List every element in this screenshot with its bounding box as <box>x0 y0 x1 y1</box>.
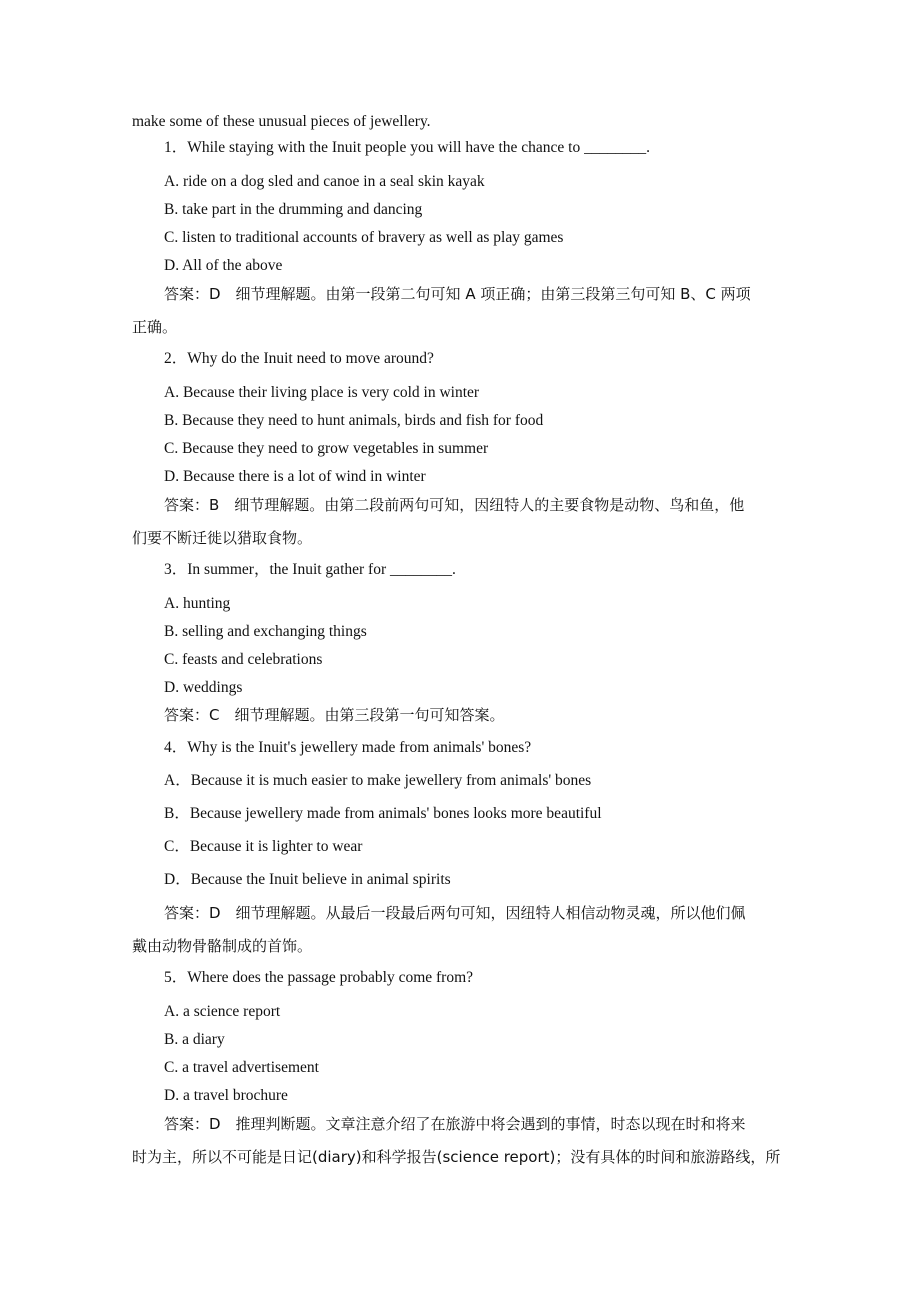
question-5-answer-line-2: 时为主，所以不可能是日记(diary)和科学报告(science report)；没有具体的时间和旅游路线，所 <box>132 1148 781 1166</box>
question-2-option-b: B. Because they need to hunt animals, birds and fish for food <box>164 412 544 429</box>
intro-text: make some of these unusual pieces of jewellery. <box>132 113 431 130</box>
question-4-stem: 4．Why is the Inuit's jewellery made from animals' bones? <box>164 739 532 756</box>
question-1-answer-line-1: 答案：D 细节理解题。由第一段第二句可知 A 项正确；由第三段第三句可知 B、C 两项 <box>164 285 751 303</box>
question-3-option-a: A. hunting <box>164 595 231 612</box>
question-5-option-a: A. a science report <box>164 1003 281 1020</box>
question-2-answer-line-1: 答案：B 细节理解题。由第二段前两句可知，因纽特人的主要食物是动物、鸟和鱼，他 <box>164 496 745 514</box>
question-2-stem: 2．Why do the Inuit need to move around? <box>164 350 434 367</box>
question-5-answer-line-1: 答案：D 推理判断题。文章注意介绍了在旅游中将会遇到的事情，时态以现在时和将来 <box>164 1115 746 1133</box>
question-1-stem: 1．While staying with the Inuit people you will have the chance to ________. <box>164 139 650 156</box>
question-2-option-c: C. Because they need to grow vegetables in summer <box>164 440 489 457</box>
question-3-stem: 3．In summer，the Inuit gather for ________. <box>164 561 456 578</box>
question-3-option-c: C. feasts and celebrations <box>164 651 323 668</box>
question-4-option-b: B．Because jewellery made from animals' bones looks more beautiful <box>164 805 602 822</box>
question-4-option-a: A．Because it is much easier to make jewellery from animals' bones <box>164 772 592 789</box>
question-5-stem: 5．Where does the passage probably come from? <box>164 969 474 986</box>
question-5-option-d: D. a travel brochure <box>164 1087 288 1104</box>
question-1-option-b: B. take part in the drumming and dancing <box>164 201 423 218</box>
question-1-option-c: C. listen to traditional accounts of bravery as well as play games <box>164 229 564 246</box>
question-3-option-b: B. selling and exchanging things <box>164 623 367 640</box>
question-4-option-d: D．Because the Inuit believe in animal spirits <box>164 871 451 888</box>
question-3-option-d: D. weddings <box>164 679 243 696</box>
question-3-answer: 答案：C 细节理解题。由第三段第一句可知答案。 <box>164 706 505 724</box>
question-2-option-d: D. Because there is a lot of wind in winter <box>164 468 426 485</box>
question-2-answer-line-2: 们要不断迁徙以猎取食物。 <box>132 529 313 547</box>
question-5-option-b: B. a diary <box>164 1031 225 1048</box>
question-1-option-a: A. ride on a dog sled and canoe in a seal skin kayak <box>164 173 485 190</box>
question-2-option-a: A. Because their living place is very cold in winter <box>164 384 480 401</box>
question-1-option-d: D. All of the above <box>164 257 283 274</box>
question-4-answer-line-2: 戴由动物骨骼制成的首饰。 <box>132 937 313 955</box>
question-4-option-c: C．Because it is lighter to wear <box>164 838 363 855</box>
question-4-answer-line-1: 答案：D 细节理解题。从最后一段最后两句可知，因纽特人相信动物灵魂，所以他们佩 <box>164 904 746 922</box>
question-5-option-c: C. a travel advertisement <box>164 1059 319 1076</box>
question-1-answer-line-2: 正确。 <box>132 318 178 336</box>
